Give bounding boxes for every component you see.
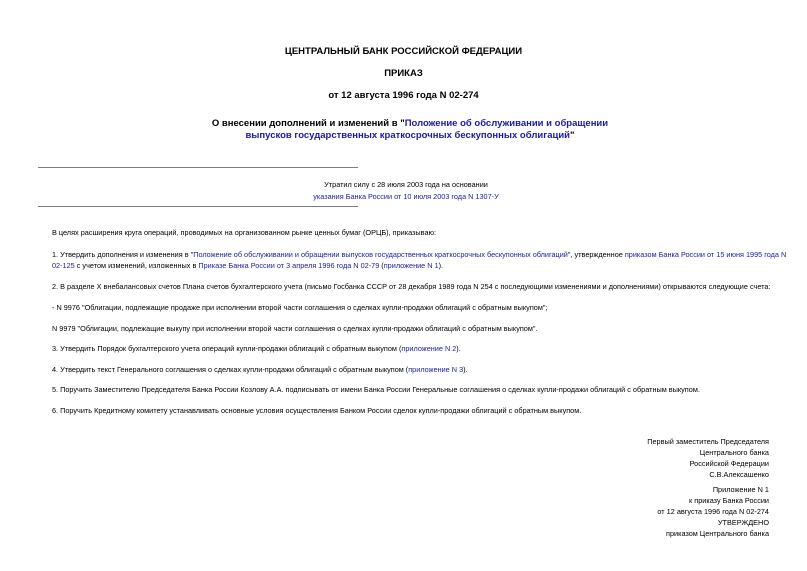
signature-name: С.В.Алексашенко xyxy=(709,470,769,479)
divider-bottom xyxy=(38,206,358,207)
repeal-notice xyxy=(300,179,512,203)
appendix-approved: УТВЕРЖДЕНО xyxy=(717,518,769,527)
repeal-notice-text: Утратил силу с 28 июля 2003 года на основании xyxy=(324,180,488,189)
appendix-title: Приложение N 1 xyxy=(712,485,769,494)
appendix-approved-by: приказом Центрального банка xyxy=(666,529,769,538)
p1-text-b: ", утвержденное xyxy=(567,250,625,259)
p4-link-appendix-3[interactable]: приложение N 3 xyxy=(408,365,464,374)
subject-prefix: О внесении дополнений и изменений в " xyxy=(211,118,405,129)
signature-org-1: Центрального банка xyxy=(699,448,769,457)
doc-type: ПРИКАЗ xyxy=(384,68,423,79)
repeal-notice-link[interactable]: указания Банка России от 10 июля 2003 года N 1307-У xyxy=(313,192,499,201)
subject-link[interactable]: Положение об обслуживании и обращении выпусков государственных краткосрочных бескупонных облигаций xyxy=(245,118,609,141)
signature-block xyxy=(647,436,769,480)
paragraph-account-9976: - N 9976 "Облигации, подлежащие продаже при исполнении второй части соглашения о сделках купли-продажи облигаций с обратным выкупом"; xyxy=(52,303,548,312)
appendix-ref: к приказу Банка России xyxy=(689,496,769,505)
doc-date-number: от 12 августа 1996 года N 02-274 xyxy=(328,90,479,101)
paragraph-2: 2. В разделе X внебалансовых счетов Плана счетов бухгалтерского учета (письмо Госбанка СССР от 28 декабря 1989 года N 254 с последующими изменениями и дополнениями) открываются следующие счета: xyxy=(52,282,771,291)
org-title: ЦЕНТРАЛЬНЫЙ БАНК РОССИЙСКОЙ ФЕДЕРАЦИИ xyxy=(284,46,523,57)
appendix-date: от 12 августа 1996 года N 02-274 xyxy=(657,507,769,516)
p1-text-e: ). xyxy=(438,261,444,270)
signature-org-2: Российской Федерации xyxy=(689,459,769,468)
paragraph-6: 6. Поручить Кредитному комитету устанавливать основные условия осуществления Банком России сделок купли-продажи облигаций с обратным выкупом. xyxy=(52,406,582,415)
p3-link-appendix-2[interactable]: приложение N 2 xyxy=(401,344,457,353)
p3-text-b: ). xyxy=(456,344,461,353)
paragraph-5: 5. Поручить Заместителю Председателя Банка России Козлову А.А. подписывать от имени Банка России Генеральные соглашения о сделках купли-продажи облигаций с обратным выкупом. xyxy=(52,385,700,394)
p4-text-a: 4. Утвердить текст Генерального соглашения о сделках купли-продажи облигаций с обратным выкупом ( xyxy=(52,365,409,374)
paragraph-3 xyxy=(38,343,787,354)
divider-top xyxy=(38,167,358,168)
p4-text-b: ). xyxy=(463,365,468,374)
p1-link-regulation[interactable]: Положение об обслуживании и обращении выпусков государственных краткосрочных бескупонных облигаций xyxy=(193,250,568,259)
p1-link-appendix-1[interactable]: приложение N 1 xyxy=(383,261,439,270)
p1-text-c: с учетом изменений, изложенных в xyxy=(74,261,199,270)
p1-text-a: 1. Утвердить дополнения и изменения в " xyxy=(52,250,194,259)
p1-link-order-02-79[interactable]: Приказе Банка России от 3 апреля 1996 года N 02-79 xyxy=(198,261,380,270)
signature-position: Первый заместитель Председателя xyxy=(647,437,769,446)
appendix-block xyxy=(657,484,769,539)
p1-text-d: ( xyxy=(379,261,384,270)
p3-text-a: 3. Утвердить Порядок бухгалтерского учета операций купли-продажи облигаций с обратным выкупом ( xyxy=(52,344,402,353)
paragraph-account-9979: N 9979 "Облигации, подлежащие выкупу при исполнении второй части соглашения о сделках купли-продажи облигаций с обратным выкупом". xyxy=(52,324,538,333)
paragraph-intro: В целях расширения круга операций, проводимых на организованном рынке ценных бумаг (ОРЦБ), приказываю: xyxy=(52,228,437,237)
paragraph-4 xyxy=(38,364,787,375)
p1-link-order-02-125[interactable]: приказом Банка России от 15 июня 1995 года N 02-125 xyxy=(52,250,787,270)
subject-suffix: " xyxy=(570,130,575,141)
paragraph-1 xyxy=(38,249,787,271)
doc-subject xyxy=(200,118,620,142)
